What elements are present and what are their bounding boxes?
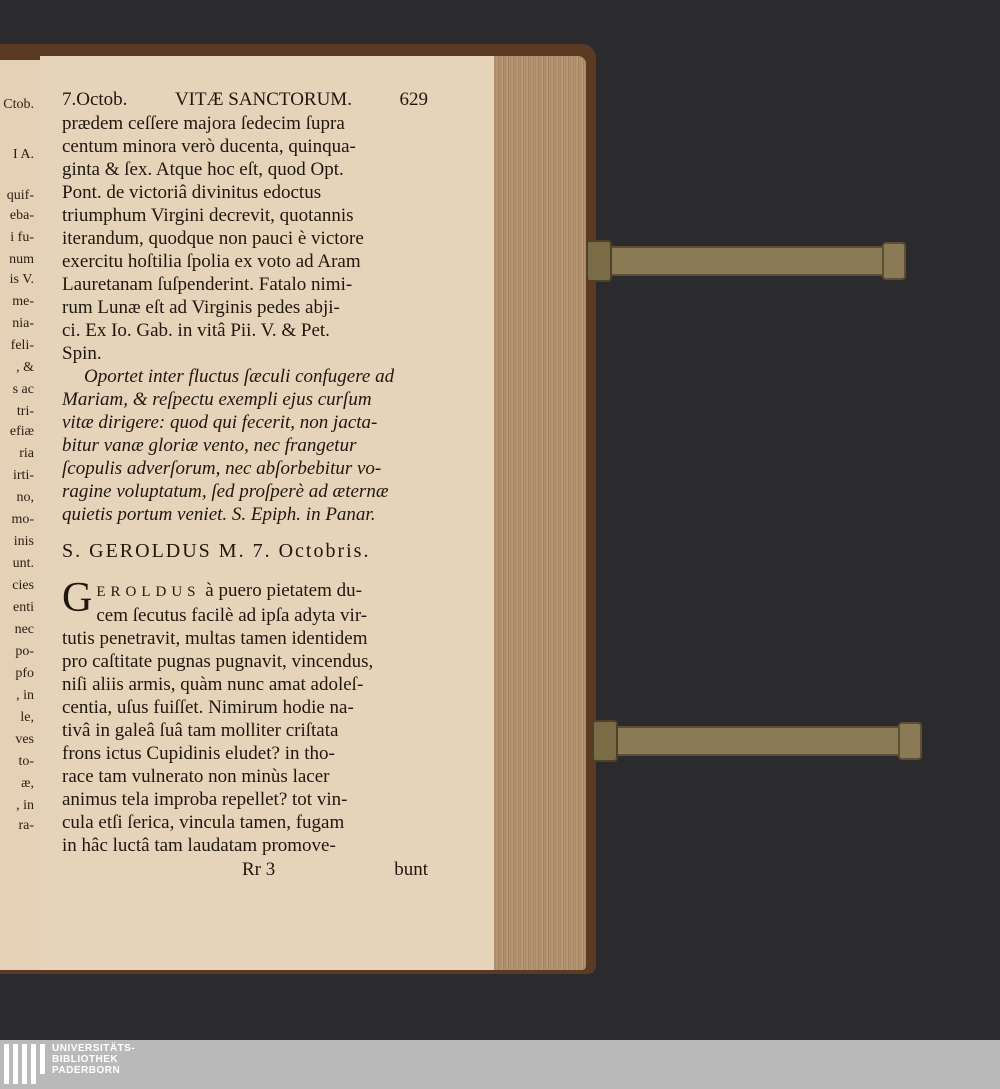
text-line: centum minora verò ducenta, quinqua- [62, 136, 356, 157]
left-page-fragment: enti [13, 600, 34, 615]
text-line: frons ictus Cupidinis eludet? in tho- [62, 743, 335, 764]
quote-line: bitur vanæ gloriæ vento, nec frangetur [62, 435, 357, 456]
quote-line: ragine voluptatum, ſed proſperè ad æternæ [62, 481, 389, 502]
first-word: EROLDUS [96, 584, 201, 600]
text-line: triumphum Virgini decrevit, quotannis [62, 205, 354, 226]
left-page-fragment: num [9, 252, 34, 267]
quote-line: ſcopulis adverſorum, nec abſorbebitur vo- [62, 458, 382, 479]
left-page-fragment: I A. [13, 147, 34, 162]
left-page-fragment: no, [16, 490, 34, 505]
left-page-fragment: s ac [12, 382, 34, 397]
left-page-fragment: to- [18, 754, 34, 769]
text-line: niſi aliis armis, quàm nunc amat adoleſ- [62, 674, 364, 695]
quote-line: quietis portum veniet. S. Epiph. in Panar. [62, 504, 376, 525]
clasp-lower [598, 726, 918, 756]
library-name-line: BIBLIOTHEK [52, 1054, 119, 1065]
left-page-fragment: efiæ [9, 424, 34, 439]
clasp-hinge [592, 720, 618, 762]
catchword: bunt [394, 859, 428, 880]
left-page-fragment: po- [15, 644, 34, 659]
quote-line: vitæ dirigere: quod qui fecerit, non jacta- [62, 412, 378, 433]
quote-line: Mariam, & reſpectu exempli ejus curſum [62, 389, 372, 410]
section-title: S. GEROLDUS M. 7. Octobris. [62, 540, 371, 562]
library-name-line: PADERBORN [52, 1065, 121, 1076]
left-page-fragment: le, [20, 710, 34, 725]
text-line: exercitu hoſtilia ſpolia ex voto ad Aram [62, 251, 361, 272]
opening-lines [62, 575, 428, 627]
left-page-fragment: eba- [9, 208, 34, 223]
clasp-upper [592, 246, 902, 276]
left-page-edge [0, 60, 42, 970]
left-page-fragment: nia- [12, 316, 34, 331]
left-page-fragment: inis [13, 534, 34, 549]
text-line: Spin. [62, 343, 102, 364]
page-text [62, 88, 428, 881]
paragraph-gerold [62, 575, 428, 857]
text-line: ci. Ex Io. Gab. in vitâ Pii. V. & Pet. [62, 320, 330, 341]
text-line: in hâc luctâ tam laudatam promove- [62, 835, 336, 856]
left-page-fragment: cies [12, 578, 34, 593]
left-page-fragment: me- [12, 294, 34, 309]
signature-mark: Rr 3 [242, 859, 276, 880]
running-header [62, 88, 428, 112]
left-page-fragment: quif- [6, 188, 34, 203]
left-page-fragment: æ, [21, 776, 34, 791]
left-page-fragment: pfo [15, 666, 34, 681]
left-page-fragment: ves [15, 732, 34, 747]
library-logo-icon [4, 1044, 44, 1084]
left-page-fragment: nec [14, 622, 34, 637]
left-page-fragment: is V. [9, 272, 34, 287]
left-page-fragment: irti- [13, 468, 34, 483]
text-line: Pont. de victoriâ divinitus edoctus [62, 182, 322, 203]
text-line: tivâ in galeâ ſuâ tam molliter criſtata [62, 720, 339, 741]
left-page-fragment: tri- [16, 404, 34, 419]
drop-cap: G [62, 575, 93, 621]
page-foot [62, 859, 428, 881]
left-page-fragment: i fu- [10, 230, 34, 245]
library-name [52, 1043, 135, 1076]
quotation [62, 365, 428, 526]
quote-line: Oportet inter fluctus ſæculi confugere ad [84, 366, 395, 387]
clasp-tip [898, 722, 922, 760]
page-number: 629 [399, 89, 428, 110]
text-line: Lauretanam ſuſpenderint. Fatalo nimi- [62, 274, 353, 295]
paragraph-main [62, 112, 428, 365]
text-line: iterandum, quodque non pauci è victore [62, 228, 364, 249]
header-title: VITÆ SANCTORUM. [174, 89, 352, 110]
left-page-fragment: ra- [18, 818, 34, 833]
text-line: race tam vulnerato non minùs lacer [62, 766, 330, 787]
text-line: à puero pietatem du- [205, 580, 362, 601]
text-line: centia, uſus fuiſſet. Nimirum hodie na- [62, 697, 354, 718]
library-footer [0, 1040, 1000, 1089]
clasp-tip [882, 242, 906, 280]
text-line: animus tela improba repellet? tot vin- [62, 789, 348, 810]
left-page-fragment: , in [16, 688, 34, 703]
text-line: cula etſi ſerica, vincula tamen, fugam [62, 812, 345, 833]
left-page-fragment: , & [16, 360, 34, 375]
left-page-fragment: Ctob. [3, 97, 34, 112]
left-page-fragment: unt. [12, 556, 34, 571]
text-line: prædem ceſſere majora ſedecim ſupra [62, 113, 345, 134]
text-line: pro caſtitate pugnas pugnavit, vincendus, [62, 651, 374, 672]
library-name-line: UNIVERSITÄTS- [52, 1043, 136, 1054]
left-page-fragment: feli- [10, 338, 34, 353]
clasp-hinge [586, 240, 612, 282]
book-fore-edge [494, 56, 586, 970]
text-line: ginta & ſex. Atque hoc eſt, quod Opt. [62, 159, 344, 180]
text-line: cem ſecutus facilè ad ipſa adyta vir- [96, 605, 368, 626]
left-page-fragment: , in [16, 798, 34, 813]
header-date: 7.Octob. [62, 89, 128, 110]
left-page-fragment: ria [19, 446, 34, 461]
text-line: rum Lunæ eſt ad Virginis pedes abji- [62, 297, 340, 318]
left-page-fragment: mo- [11, 512, 34, 527]
text-line: tutis penetravit, multas tamen identidem [62, 628, 368, 649]
